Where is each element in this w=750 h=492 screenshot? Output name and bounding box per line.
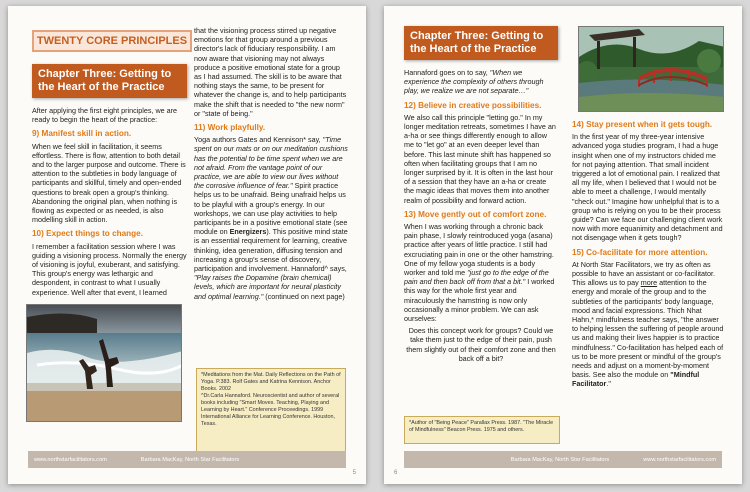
left-column-2 bbox=[194, 26, 348, 304]
principle-10-heading: 10) Expect things to change. bbox=[32, 229, 144, 239]
p15-more: more bbox=[640, 278, 658, 288]
intro-paragraph: After applying the first eight principles, we are ready to begin the heart of the practice: bbox=[32, 106, 178, 125]
p11-intro: Yoga authors Gates and Kennison* say, bbox=[194, 135, 321, 145]
mindful-facilitator-link[interactable]: "Mindful Facilitator bbox=[572, 370, 700, 389]
principle-9-text: When we feel skill in facilitation, it seems effortless. There is flow, attention to both detail and to the larger purpose and outcome. There is attention to the subtleties in body language of participants and skillful, timely and open-ended questions to break open a group's thinking. Abandoning the original plan, when nothing is flowing as expected or as needed, is also modelling skill in action. bbox=[32, 141, 186, 225]
chapter-heading: Chapter Three: Getting to the Heart of the Practice bbox=[404, 26, 558, 60]
principle-11-text bbox=[194, 135, 348, 301]
principle-15-text bbox=[572, 260, 724, 389]
right-column-1 bbox=[404, 26, 558, 366]
intro-paragraph bbox=[404, 68, 558, 96]
p13-body-2: I worked this way for the whole first year and miraculously the hamstring is now only occasionally a minor problem. We can ask ourselves: bbox=[404, 277, 555, 324]
p11-quote-2: "Play raises the Dopamine (brain chemical) levels, which are important for neural plasticity and optimal learning." bbox=[194, 273, 342, 301]
intro-quote: "When we experience the complexity of others through play, we realize we are not separate…" bbox=[404, 68, 544, 96]
chapter-heading: Chapter Three: Getting to the Heart of the Practice bbox=[32, 64, 187, 98]
principle-14-text: In the first year of my three-year intensive advanced yoga studies program, I had a huge insight when one of my instructors chided me for not paying attention. That small incident triggered a lot of emotional pain. I realized that all my life, when I believed that I would not be able to meet a challenge, I would mentally "check out." Imagine how unhelpful that is to a group who is relying on you to be their process guide? Can we face our challenging client work now with more equanimity and detachment and not disengage when it gets tough? bbox=[572, 132, 723, 243]
footnote-box: *Author of "Being Peace" Parallax Press. 1987. "The Miracle of Mindfulness" Beacon Press. 1975 and others. bbox=[404, 416, 560, 444]
footer-url[interactable]: www.northstarfacilitators.com bbox=[34, 456, 107, 463]
principle-13-text bbox=[404, 222, 558, 323]
principle-12-text: We also call this principle "letting go." In my longer meditation retreats, sometimes I have an a-ha or see things differently enough to allow me to "let go" at an even deeper level than before. This last minute shift has happened so often when facilitating groups that I am no longer surprised by it. It is often in the last hour of a session that they have an a-ha or create the magic ideas that moves them into another realm of possibility and forward action. bbox=[404, 112, 556, 205]
p15-body: At North Star Facilitators, we try as often as possible to have an assistant or co-facilitator. This allows us to pay bbox=[572, 259, 716, 288]
intro-text: Hannaford goes on to say, bbox=[404, 68, 488, 77]
p13-body: When I was working through a chronic back pain phase, I slowly reintroduced yoga (asana) practice after years of little practice. I still had excruciating pain in one or the other hamstring. One of my fellow yoga students is a body worker and told me bbox=[404, 222, 554, 278]
footer-credit: Barbara MacKay, North Star Facilitators bbox=[140, 456, 240, 463]
bridge-photo bbox=[578, 26, 724, 112]
principle-15-heading: 15) Co-facilitate for more attention. bbox=[572, 247, 708, 257]
footer-url[interactable]: www.northstarfacilitators.com bbox=[643, 456, 716, 463]
principle-10-continued: that the visioning process stirred up negative emotions for that group around a previous director's lack of fiduciary responsibility. I am now aware that visioning may not always produce a positive emotional state for a group as I had assumed. The skill is to be aware that nothing stays the same, to be present for whatever the change is, and to help participants make the shift that is needed to "the new norm" or "state of being." bbox=[194, 26, 347, 118]
page-number: 5 bbox=[352, 470, 356, 476]
energizers-link[interactable]: Energizers bbox=[229, 227, 267, 237]
footnote-box: *Meditations from the Mat. Daily Reflections on the Path of Yoga. P.383. Rolf Gates and Katrina Kennison. Anchor Books. 2002 ^Dr.Carla Hannaford. Neuroscientist and author of several books including "Smart Moves. Teaching, Playing and Learning by Heart." Conference Proceedings. 1999 International Alliance for Learning Conference. Houston, Texas. bbox=[196, 368, 346, 460]
p15-end: ." bbox=[606, 379, 611, 389]
p11-body-2: ). This positive mind state is an essential requirement for learning, creative thinking, idea generation, diffusing tension and increasing a group's sense of discovery, participation and involvement. Hannaford^ says, bbox=[194, 227, 348, 274]
beach-photo bbox=[26, 304, 182, 422]
right-column-2 bbox=[572, 120, 724, 392]
page-number: 6 bbox=[394, 470, 398, 476]
footer-bar bbox=[28, 451, 346, 468]
principle-9-heading: 9) Manifest skill in action. bbox=[32, 129, 132, 139]
principle-11-heading: 11) Work playfully. bbox=[194, 123, 266, 133]
p11-quote: "Time spent on our mats or on our meditation cushions has the potential to be time spent when we are not afraid. From the vantage point of our practice, we are able to view our lives without the corrosive influence of fear." bbox=[194, 135, 348, 191]
core-principles-banner: TWENTY CORE PRINCIPLES bbox=[32, 30, 192, 52]
p13-quote: "just go to the edge of the pain and then back off from that a bit." bbox=[404, 268, 549, 287]
footer-credit: Barbara MacKay, North Star Facilitators bbox=[510, 456, 610, 463]
right-page bbox=[384, 6, 742, 484]
continued-note: (continued on next page) bbox=[265, 291, 345, 301]
left-page bbox=[8, 6, 366, 484]
principle-13-heading: 13) Move gently out of comfort zone. bbox=[404, 209, 547, 219]
principle-12-heading: 12) Believe in creative possibilities. bbox=[404, 100, 542, 110]
footer-bar bbox=[404, 451, 722, 468]
p11-body: Spirit practice helps us to be unafraid. Being unafraid helps us to be playful with a group's energy. In our workshops, we can use play activities to help participants be in a positive emotional state (see module on bbox=[194, 181, 348, 237]
principle-10-text: I remember a facilitation session where I was guiding a visioning process. Normally the energy of visioning is joyful, exuberant, and satisfying. This group's energy was lethargic and despondent, in contrast to what I usually experience. Well after that event, I learned bbox=[32, 241, 187, 297]
principle-13-question: Does this concept work for groups? Could we take them just to the edge of their pain, push them slightly out of their comfort zone and then back off a bit? bbox=[406, 326, 556, 363]
principle-14-heading: 14) Stay present when it gets tough. bbox=[572, 120, 713, 129]
p15-body-2: attention to the energy and morale of the group and to the subtleties of the participants' body language, mood and facial expressions. Thich Nhat Hahn,* mindfulness teacher says, "the answer to helping lessen the suffering of people around us and making their lives happier is to practice mindfulness." Co-facilitation has helped each of us to be more present or mindful of the group's needs and adjust on a moment-by-moment basis. See also the module on bbox=[572, 278, 724, 380]
left-column-1 bbox=[32, 64, 187, 300]
